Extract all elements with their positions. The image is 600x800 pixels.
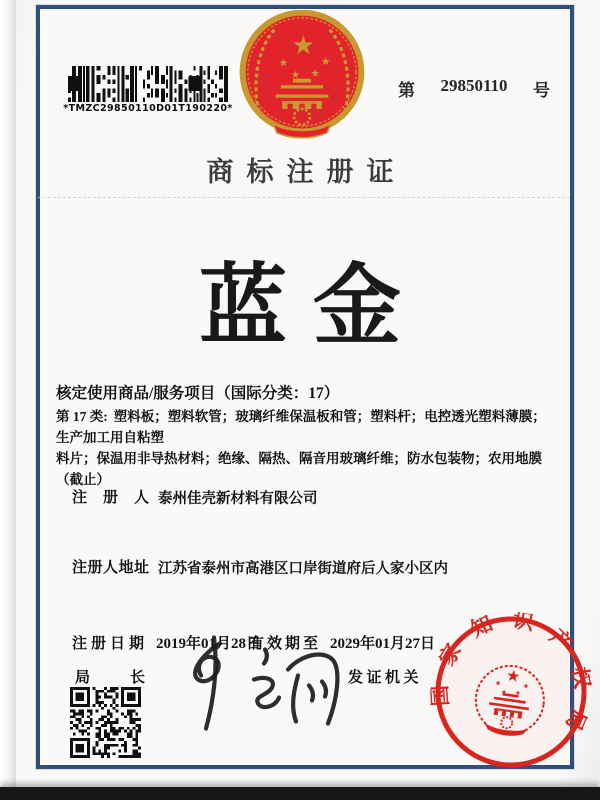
goods-line-1 xyxy=(56,406,552,448)
goods-class-label: 第 17 类: xyxy=(56,409,108,424)
barcode-text: *TMZC29850110D01T190220* xyxy=(63,103,233,114)
approved-items-text xyxy=(56,406,552,490)
qr-code xyxy=(70,687,141,758)
number-prefix: 第 xyxy=(398,81,415,100)
registration-date-label: 注册日期 xyxy=(72,636,149,652)
certificate-title: 商标注册证 xyxy=(206,157,407,187)
approved-items-heading: 核定使用商品/服务项目（国际分类：17） xyxy=(56,385,340,402)
valid-until-label: 有效期至 xyxy=(249,636,322,652)
barcode xyxy=(68,66,230,102)
national-emblem xyxy=(236,10,368,142)
title-separator xyxy=(38,197,570,198)
goods-line-2: 料片；保温用非导热材料；绝缘、隔热、隔音用玻璃纤维；防水包装物；农用地膜（截止） xyxy=(56,451,542,487)
trademark-name: 蓝金 xyxy=(198,259,427,356)
certificate-number: 29850110 xyxy=(440,76,508,95)
certificate-number-row xyxy=(398,76,550,101)
director-signature xyxy=(168,634,348,732)
scan-left-edge xyxy=(0,0,16,800)
registrant-address-value: 江苏省泰州市高港区口岸街道府后人家小区内 xyxy=(158,561,448,577)
registrant-value: 泰州佳壳新材料有限公司 xyxy=(158,491,318,507)
number-suffix: 号 xyxy=(533,81,550,100)
goods-line-1-text: 塑料板；塑料软管；玻璃纤维保温板和管；塑料杆；电控透光塑料薄膜；生产加工用自粘塑 xyxy=(56,409,546,445)
registrant-label: 注册人 xyxy=(72,490,166,506)
seal-text: 国家知识产权局 xyxy=(427,607,595,735)
director-label: 局长 xyxy=(75,670,186,686)
official-seal xyxy=(421,602,600,783)
scan-bottom-shadow xyxy=(0,787,600,800)
valid-until-date: 2029年01月27日 xyxy=(330,636,436,652)
issuer-label: 发证机关 xyxy=(348,670,423,686)
registrant-address-label: 注册人地址 xyxy=(72,560,150,576)
registration-date: 2019年01月28日 xyxy=(156,636,262,652)
